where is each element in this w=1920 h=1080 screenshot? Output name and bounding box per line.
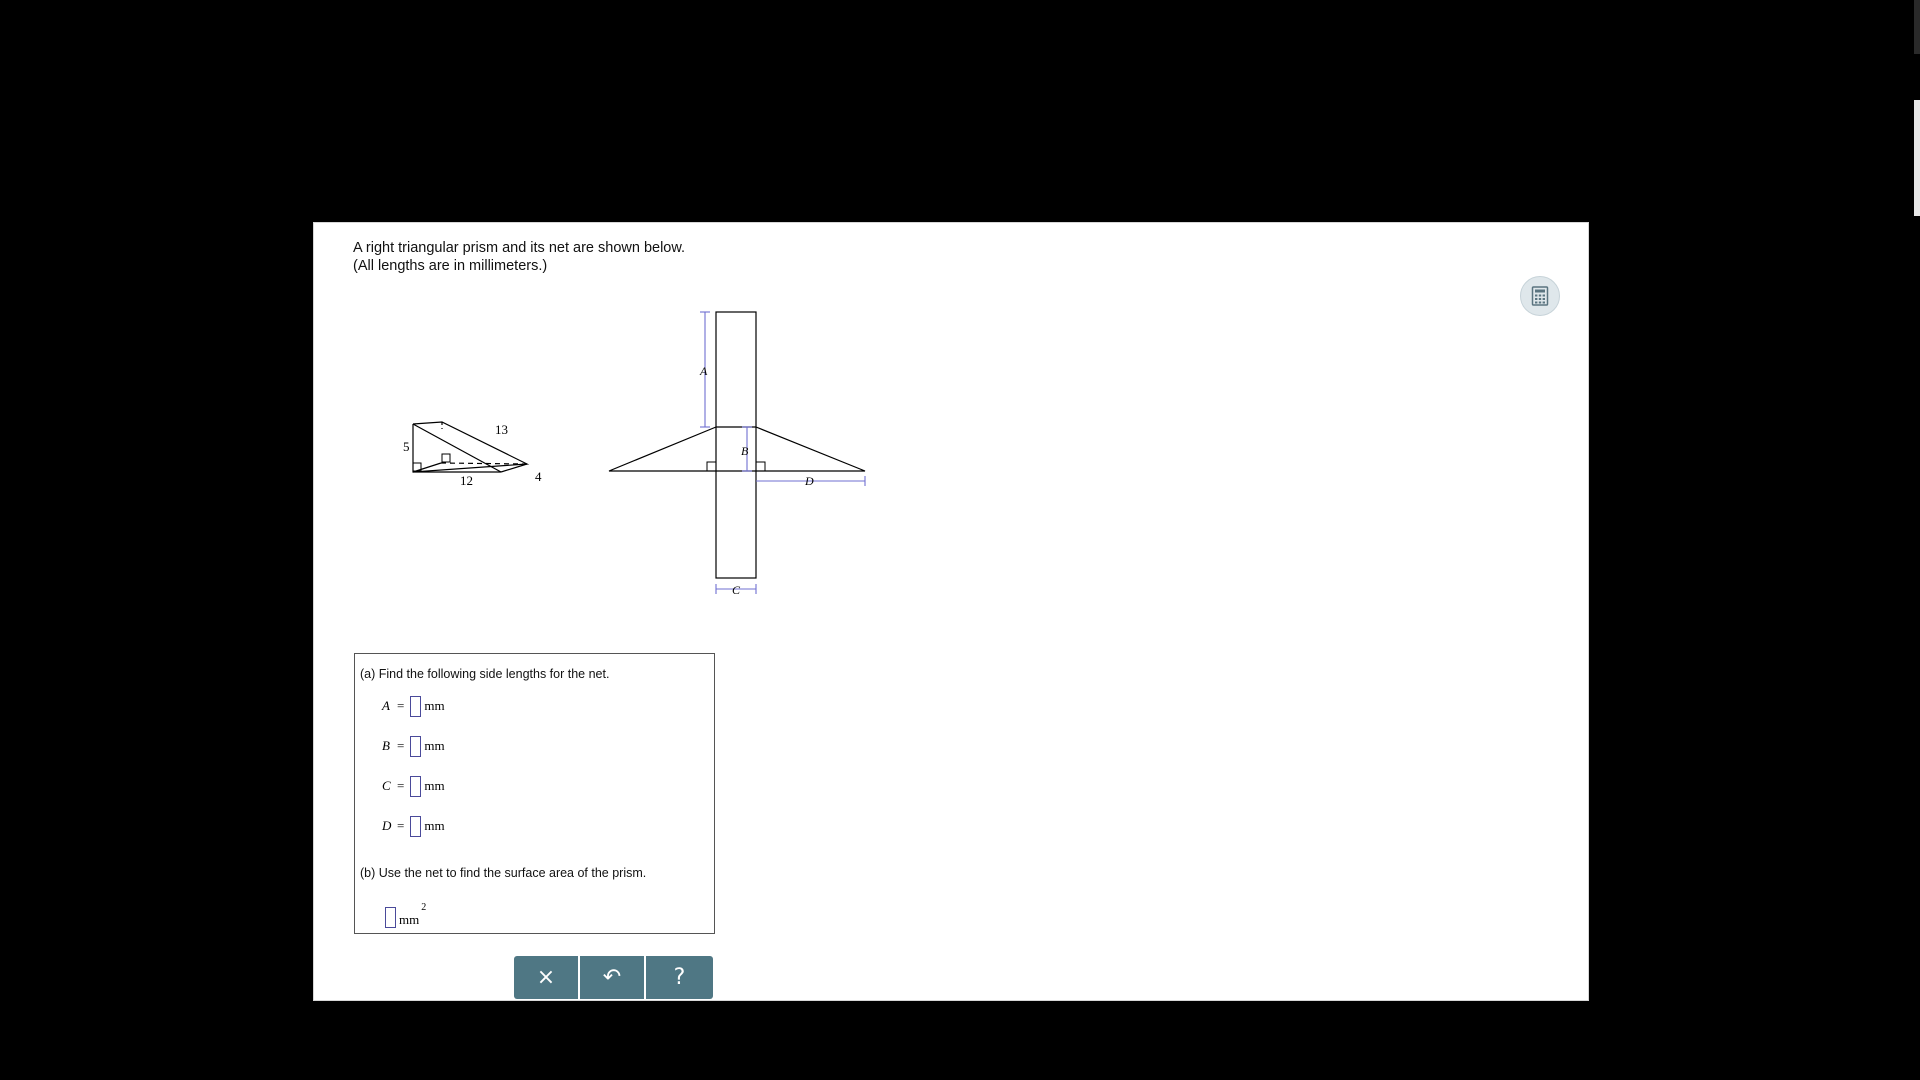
answer-eq-b: = [397,738,405,753]
intro-line-2: (All lengths are in millimeters.) [353,258,548,274]
answer-toolbar [514,956,713,999]
prism-label-height: 5 [403,439,410,454]
net-dimension-lines [700,312,865,594]
answer-eq-a: = [397,698,405,713]
prism-diagram [413,422,527,472]
undo-button[interactable] [580,956,644,999]
part-b-prompt: (b) Use the net to find the surface area of the prism. [360,866,647,880]
surface-area-unit [399,902,427,928]
answer-unit-c: mm [424,778,445,793]
net-label-c: C [732,583,741,597]
answer-unit-d: mm [424,818,445,833]
prism-label-hypotenuse: 13 [495,422,508,437]
answer-unit-b: mm [424,738,445,753]
surface-area-unit-exponent: 2 [421,902,427,913]
answer-var-c: C [382,778,391,793]
calculator-icon [1531,286,1549,306]
answer-input-d[interactable] [410,816,421,837]
prism-label-depth: 4 [535,469,542,484]
answer-input-c[interactable] [410,776,421,797]
intro-line-1: A right triangular prism and its net are shown below. [353,240,686,256]
part-a-prompt: (a) Find the following side lengths for the net. [360,667,610,681]
answer-row-d [382,814,445,838]
answer-unit-a: mm [424,698,445,713]
answer-var-b: B [382,738,390,753]
help-button[interactable] [646,956,713,999]
answer-eq-d: = [397,818,405,833]
net-label-a: A [700,364,708,378]
problem-panel [313,222,1589,1001]
net-label-b: B [741,444,749,458]
help-icon: ? [673,965,686,990]
window-scrollbar-thumb[interactable] [1914,0,1920,54]
answer-row-b [382,734,445,758]
answer-row-c [382,774,445,798]
close-icon: × [536,965,556,990]
answer-input-b[interactable] [410,736,421,757]
prism-and-net-figure [314,223,874,613]
net-label-d: D [805,474,814,488]
surface-area-input[interactable] [385,907,396,928]
surface-area-unit-text: mm [399,912,420,927]
net-diagram [609,312,865,578]
calculator-button[interactable] [1520,276,1560,316]
answer-eq-c: = [397,778,405,793]
answer-var-d: D [382,818,392,833]
clear-button[interactable] [514,956,578,999]
undo-icon: ↶ [602,965,622,990]
answer-box [354,653,715,934]
answer-var-a: A [382,698,390,713]
answer-row-a [382,694,445,718]
prism-label-base: 12 [460,473,473,488]
answer-input-a[interactable] [410,696,421,717]
window-scrollbar-track[interactable] [1914,100,1920,216]
surface-area-row [385,902,427,928]
